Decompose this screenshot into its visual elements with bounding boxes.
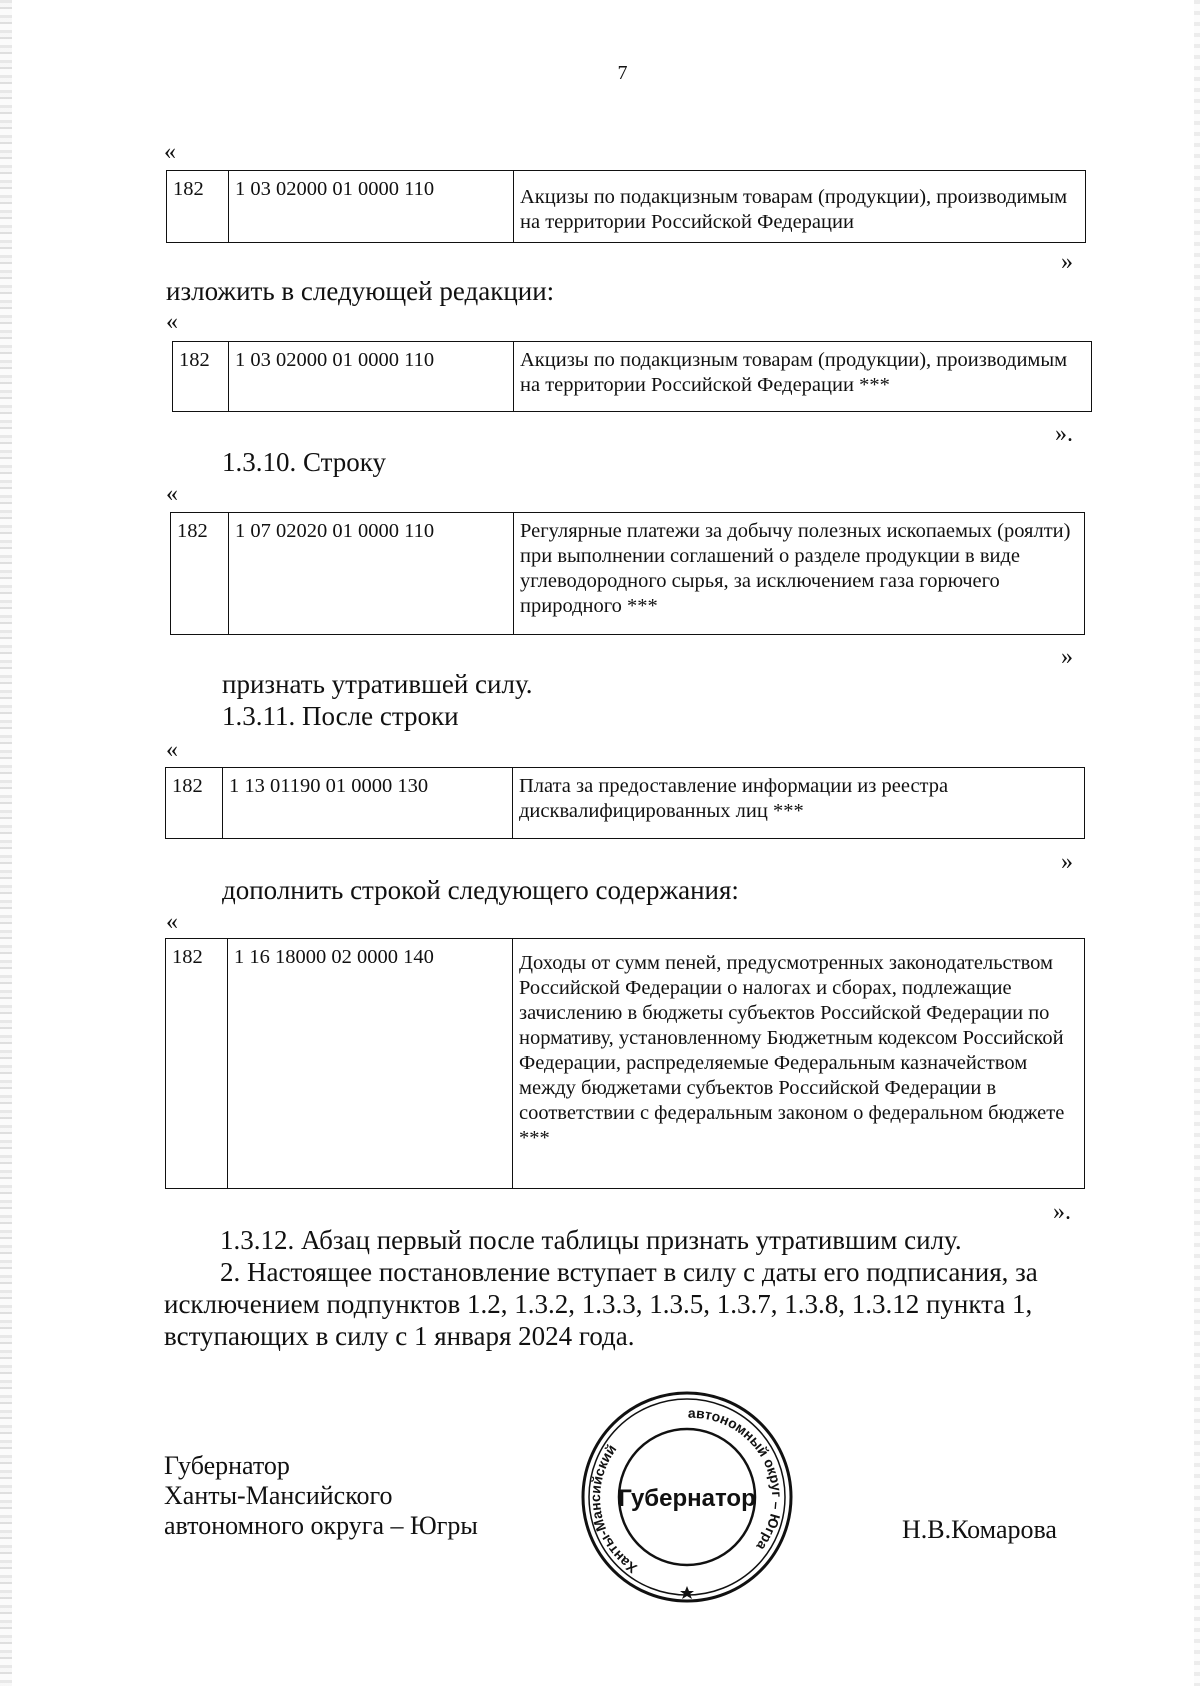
- quote-close-1: »: [1061, 249, 1073, 275]
- quote-open-3: «: [166, 481, 178, 507]
- paragraph-repeal: признать утратившей силу.: [222, 669, 533, 699]
- quote-close-5: ».: [1053, 1199, 1071, 1225]
- star-icon: [680, 1586, 694, 1599]
- table-row: [166, 939, 1085, 1189]
- quote-open-5: «: [166, 909, 178, 935]
- table-cell-description: Регулярные платежи за добычу полезных ископаемых (роялти) при выполнении соглашений о разделе продукции в виде углеводородного сырья, за исключением газа горючего природного ***: [514, 513, 1085, 635]
- table-2: [172, 341, 1092, 412]
- table-cell-kbk: 1 03 02000 01 0000 110: [229, 342, 514, 412]
- page-number: 7: [617, 62, 628, 84]
- table-cell-description: Акцизы по подакцизным товарам (продукции), производимым на территории Российской Федерации ***: [514, 342, 1092, 412]
- table-1: [166, 170, 1086, 243]
- scan-edge-right: [1194, 0, 1200, 1686]
- quote-open-1: «: [164, 139, 176, 165]
- seal-ring-text-right: автономный округ – Югра: [687, 1404, 786, 1554]
- table-5: [165, 938, 1085, 1189]
- table-cell-code-182: 182: [171, 513, 229, 635]
- seal-ring-text-left: Ханты-Мансийский: [587, 1441, 640, 1577]
- paragraph-2-line-2: исключением подпунктов 1.2, 1.3.2, 1.3.3, 1.3.5, 1.3.7, 1.3.8, 1.3.12 пункта 1,: [164, 1289, 1033, 1319]
- quote-open-2: «: [166, 309, 178, 335]
- paragraph-1-3-10: 1.3.10. Строку: [222, 447, 387, 477]
- official-seal: [578, 1388, 796, 1606]
- table-4: [165, 767, 1085, 839]
- quote-open-4: «: [166, 737, 178, 763]
- table-cell-kbk: 1 03 02000 01 0000 110: [229, 171, 514, 243]
- seal-center-text: Губернатор: [618, 1485, 756, 1512]
- paragraph-2-line-3: вступающих в силу с 1 января 2024 года.: [164, 1321, 635, 1351]
- table-cell-code-182: 182: [173, 342, 229, 412]
- signature-position-line-2: Ханты-Мансийского: [164, 1481, 393, 1510]
- paragraph-edit-note: изложить в следующей редакции:: [166, 276, 555, 306]
- quote-close-3: »: [1061, 644, 1073, 670]
- table-row: [167, 171, 1086, 243]
- table-cell-description: Доходы от сумм пеней, предусмотренных законодательством Российской Федерации о налогах и сборах, подлежащие зачислению в бюджеты субъектов Российской Федерации по нормативу, установленному Бюджетным кодексом Российской Федерации, распределяемые Федеральным казначейством между бюджетами субъектов Российской Федерации в соответствии с федеральным законом о федеральном бюджете ***: [513, 939, 1085, 1189]
- table-cell-code-182: 182: [167, 171, 229, 243]
- paragraph-1-3-12: 1.3.12. Абзац первый после таблицы признать утратившим силу.: [220, 1225, 962, 1255]
- scan-edge-left: [0, 0, 12, 1686]
- signature-position: [164, 1451, 478, 1541]
- signature-position-line-1: Губернатор: [164, 1451, 290, 1480]
- table-row: [173, 342, 1092, 412]
- table-cell-kbk: 1 13 01190 01 0000 130: [223, 768, 513, 839]
- table-cell-description: Плата за предоставление информации из реестра дисквалифицированных лиц ***: [513, 768, 1085, 839]
- quote-close-4: »: [1061, 849, 1073, 875]
- table-cell-description: Акцизы по подакцизным товарам (продукции), производимым на территории Российской Федерации: [514, 171, 1086, 243]
- paragraph-2-line-1: 2. Настоящее постановление вступает в силу с даты его подписания, за: [220, 1257, 1038, 1287]
- table-cell-code-182: 182: [166, 939, 228, 1189]
- table-cell-kbk: 1 16 18000 02 0000 140: [228, 939, 513, 1189]
- seal-graphic: [578, 1388, 796, 1606]
- table-cell-kbk: 1 07 02020 01 0000 110: [229, 513, 514, 635]
- paragraph-1-3-11: 1.3.11. После строки: [222, 701, 459, 731]
- quote-close-2: ».: [1055, 421, 1073, 447]
- table-row: [166, 768, 1085, 839]
- paragraph-add-row: дополнить строкой следующего содержания:: [222, 875, 739, 905]
- table-3: [170, 512, 1085, 635]
- signer-name: Н.В.Комарова: [902, 1515, 1057, 1544]
- table-cell-code-182: 182: [166, 768, 223, 839]
- table-row: [171, 513, 1085, 635]
- signature-position-line-3: автономного округа – Югры: [164, 1511, 478, 1540]
